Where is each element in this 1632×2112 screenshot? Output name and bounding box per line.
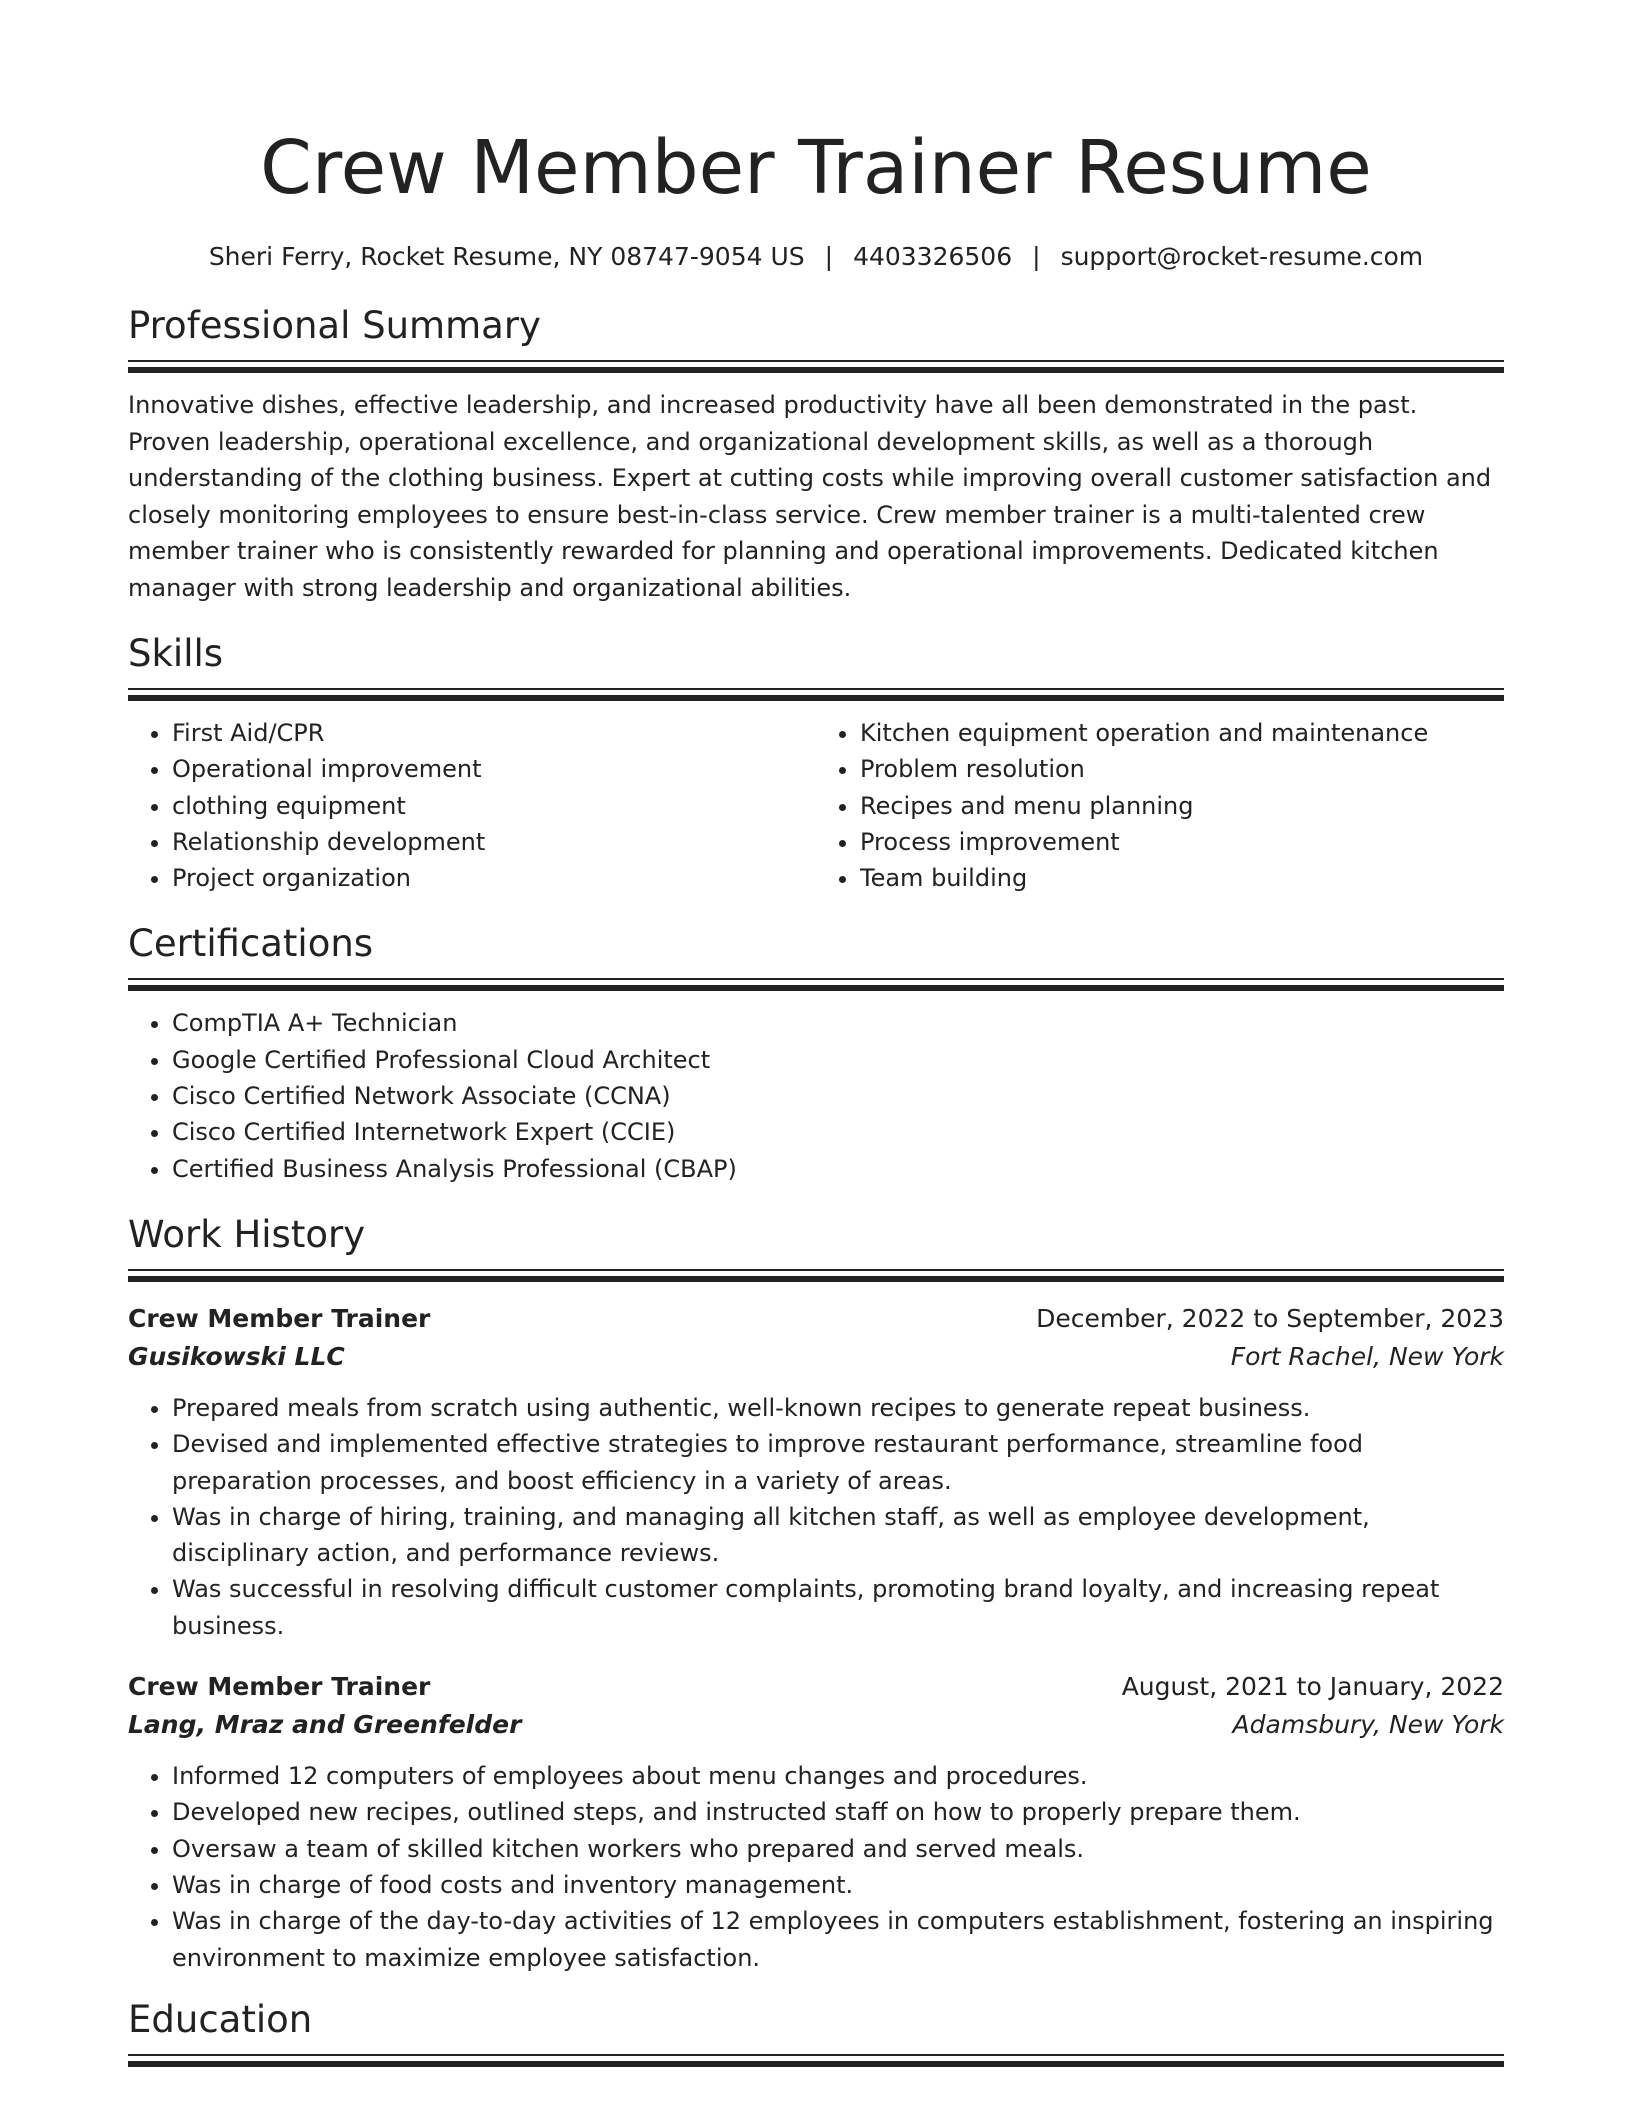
- job-company: Gusikowski LLC: [128, 1341, 345, 1371]
- job-company: Lang, Mraz and Greenfelder: [128, 1710, 522, 1740]
- certification-item: • CompTIA A+ Technician: [172, 1005, 1504, 1041]
- education-section: [128, 1998, 1504, 2067]
- contact-separator: |: [1032, 242, 1041, 271]
- skill-item: • Relationship development: [172, 824, 816, 860]
- job-bullet: • Was in charge of food costs and inventory management.: [172, 1867, 1504, 1903]
- job-dates: August, 2021 to January, 2022: [1121, 1672, 1504, 1702]
- job-header-row: [128, 1668, 1504, 1706]
- job-bullet: • Devised and implemented effective strategies to improve restaurant performance, streamline food preparation processes, and boost efficiency in a variety of areas.: [172, 1426, 1504, 1499]
- job-bullet: • Developed new recipes, outlined steps, and instructed staff on how to properly prepare them.: [172, 1794, 1504, 1830]
- certification-item: • Cisco Certified Network Associate (CCNA): [172, 1078, 1504, 1114]
- summary-heading: Professional Summary: [128, 304, 541, 347]
- job-bullets: [128, 1390, 1504, 1644]
- skills-grid: [128, 715, 1504, 896]
- job-bullet: • Prepared meals from scratch using authentic, well-known recipes to generate repeat business.: [172, 1390, 1504, 1426]
- summary-section: [128, 304, 1504, 606]
- contact-email: support@rocket-resume.com: [1060, 242, 1424, 271]
- job-bullet: • Oversaw a team of skilled kitchen workers who prepared and served meals.: [172, 1831, 1504, 1867]
- skill-item: • Recipes and menu planning: [860, 788, 1504, 824]
- job-dates: December, 2022 to September, 2023: [1036, 1303, 1504, 1333]
- job-bullet: • Was successful in resolving difficult customer complaints, promoting brand loyalty, and increasing repeat business.: [172, 1571, 1504, 1644]
- job-entry: [128, 1668, 1504, 1976]
- skill-item: • First Aid/CPR: [172, 715, 816, 751]
- section-divider: [128, 360, 1504, 373]
- contact-separator: |: [824, 242, 834, 271]
- skill-item: • Team building: [860, 860, 1504, 896]
- section-divider: [128, 978, 1504, 991]
- job-title: Crew Member Trainer: [128, 1672, 431, 1702]
- job-title: Crew Member Trainer: [128, 1303, 431, 1333]
- section-divider: [128, 688, 1504, 701]
- skill-item: • Operational improvement: [172, 751, 816, 787]
- contact-address: Sheri Ferry, Rocket Resume, NY 08747-9054 US: [208, 242, 805, 271]
- job-bullet: • Was in charge of hiring, training, and managing all kitchen staff, as well as employee development, disciplinary action, and performance reviews.: [172, 1499, 1504, 1572]
- job-location: Adamsbury, New York: [1232, 1710, 1504, 1740]
- work-history-heading: Work History: [128, 1212, 366, 1256]
- job-entry: [128, 1300, 1504, 1644]
- certifications-list: [128, 1005, 1504, 1186]
- job-bullet: • Informed 12 computers of employees about menu changes and procedures.: [172, 1758, 1504, 1794]
- job-bullets: [128, 1758, 1504, 1976]
- certification-item: • Cisco Certified Internetwork Expert (CCIE): [172, 1114, 1504, 1150]
- job-bullet: • Was in charge of the day-to-day activities of 12 employees in computers establishment, fostering an inspiring environment to maximize employee satisfaction.: [172, 1903, 1504, 1976]
- certifications-section: [128, 922, 1504, 1186]
- job-location: Fort Rachel, New York: [1230, 1341, 1504, 1371]
- skills-list-left: [128, 715, 816, 896]
- job-header-row: [128, 1300, 1504, 1338]
- skill-item: • Kitchen equipment operation and maintenance: [860, 715, 1504, 751]
- job-company-row: [128, 1706, 1504, 1744]
- certifications-heading: Certifications: [128, 922, 374, 966]
- skill-item: • Process improvement: [860, 824, 1504, 860]
- work-history-section: [128, 1213, 1504, 1976]
- skill-item: • clothing equipment: [172, 788, 816, 824]
- summary-text: Innovative dishes, effective leadership, and increased productivity have all been demonstrated in the past. Proven leadership, operational excellence, and organizational development skills, as well as a thorough understanding of the clothing business. Expert at cutting costs while improving overall customer satisfaction and closely monitoring employees to ensure best-in-class service. Crew member trainer is a multi-talented crew member trainer who is consistently rewarded for planning and operational improvements. Dedicated kitchen manager with strong leadership and organizational abilities.: [128, 391, 1492, 602]
- contact-phone: 4403326506: [853, 242, 1013, 271]
- section-divider: [128, 2054, 1504, 2067]
- skills-list-right: [816, 715, 1504, 896]
- section-divider: [128, 1269, 1504, 1282]
- skills-section: [128, 632, 1504, 896]
- resume-title: Crew Member Trainer Resume: [260, 125, 1372, 211]
- skill-item: • Problem resolution: [860, 751, 1504, 787]
- certification-item: • Google Certified Professional Cloud Architect: [172, 1042, 1504, 1078]
- skills-heading: Skills: [128, 632, 224, 675]
- contact-line: [128, 240, 1504, 274]
- job-company-row: [128, 1338, 1504, 1376]
- education-heading: Education: [128, 1997, 313, 2041]
- skill-item: • Project organization: [172, 860, 816, 896]
- certification-item: • Certified Business Analysis Professional (CBAP): [172, 1151, 1504, 1187]
